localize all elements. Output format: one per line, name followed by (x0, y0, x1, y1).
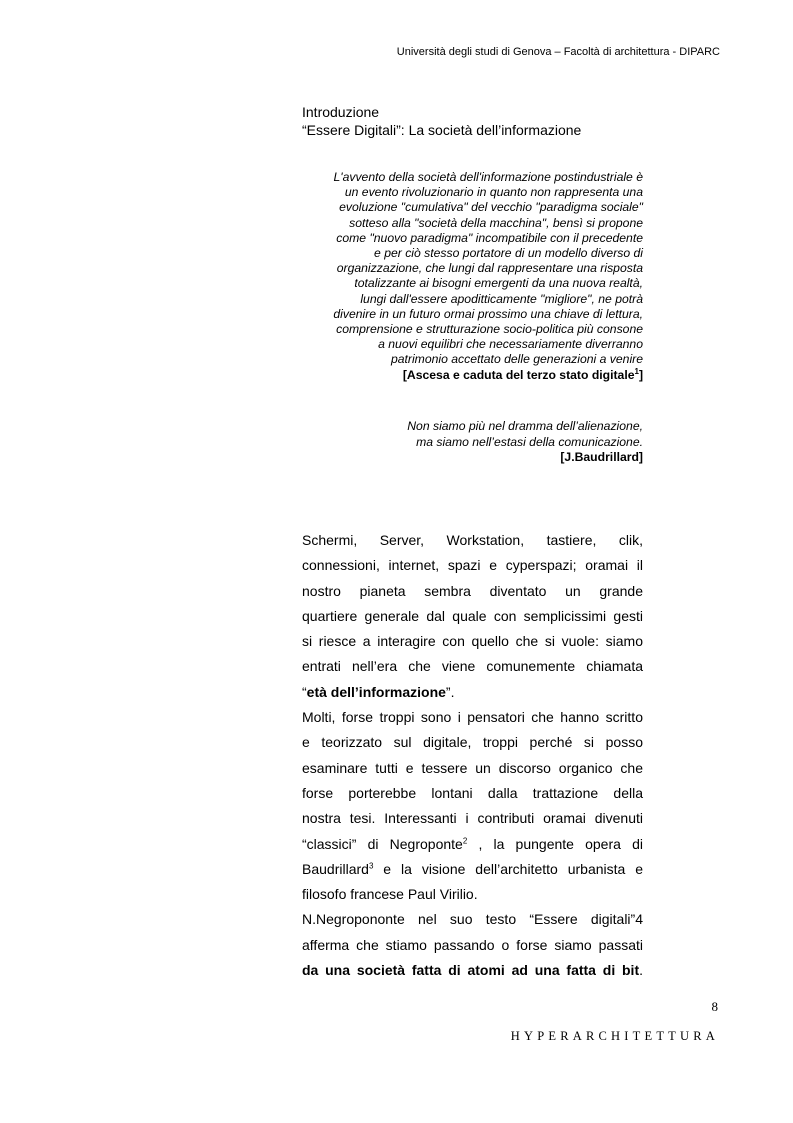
quote-line: L'avvento della società dell'informazione postindustriale è (333, 170, 643, 184)
body-text-segment: , la pungente opera di (467, 835, 643, 852)
emphasis-term: età dell’informazione (306, 683, 446, 700)
body-line: esaminare tutti e tessere un discorso organico che (302, 759, 643, 776)
chapter-title: “Essere Digitali”: La società dell’informazione (302, 122, 582, 138)
running-header: Università degli studi di Genova – Facoltà di architettura - DIPARC (396, 46, 720, 58)
quote-line: un evento rivoluzionario in quanto non rappresenta una (344, 185, 643, 200)
footnote-ref[interactable]: 3 (368, 861, 374, 871)
quote-source (290, 368, 643, 383)
quote-line: totalizzante ai bisogni emergenti da una nuova realtà, (354, 276, 643, 291)
page-number: 8 (711, 999, 718, 1014)
body-line: entrati nell’era che viene comunemente chiamata (302, 658, 643, 675)
body-line: si riesce a interagire con quello che si vuole: siamo (302, 633, 643, 650)
epigraph-quote-1 (290, 170, 643, 383)
body-paragraphs (302, 528, 643, 983)
body-line: Molti, forse troppi sono i pensatori che hanno scritto (302, 709, 643, 726)
chapter-heading (302, 103, 662, 139)
quote-line: Non siamo più nel dramma dell’alienazione, (407, 419, 643, 433)
quote-line: a nuovi equilibri che necessariamente diverranno (378, 337, 643, 352)
body-line: e teorizzato sul digitale, troppi perché si posso (302, 734, 643, 751)
body-line: Schermi, Server, Workstation, tastiere, clik, (302, 532, 643, 548)
body-text-segment: “classici” di Negroponte (302, 835, 463, 852)
quote-close: ”. (445, 683, 455, 700)
quote-open: “ (302, 683, 307, 700)
body-line: N.Negropononte nel suo testo “Essere digitali”4 (302, 911, 643, 928)
quote-line: comprensione e strutturazione socio-politica più consone (336, 322, 643, 337)
quote-line: ma siamo nell’estasi della comunicazione. (416, 434, 643, 449)
quote-source: [J.Baudrillard] (560, 450, 643, 464)
quote-line: organizzazione, che lungi dal rappresentare una risposta (336, 261, 643, 276)
body-line: afferma che stiamo passando o forse siamo passati (302, 936, 643, 953)
epigraph-quote-2 (330, 419, 643, 466)
body-line (302, 857, 643, 882)
footer-brand: HYPERARCHITETTURA (510, 1029, 719, 1043)
body-text-segment: Baudrillard (302, 860, 369, 877)
chapter-label: Introduzione (302, 104, 380, 120)
body-line: quartiere generale dal quale con semplicissimi gesti (302, 607, 643, 624)
body-text-segment: e la visione dell’architetto urbanista e (373, 860, 643, 877)
quote-line: patrimonio accettato delle generazioni a venire (390, 352, 643, 367)
body-line: nostra tesi. Interessanti i contributi oramai divenuti (302, 810, 643, 827)
quote-source-text: [Ascesa e caduta del terzo stato digitale (402, 367, 635, 382)
quote-line: evoluzione "cumulativa" del vecchio "paradigma sociale" (339, 200, 643, 215)
quote-line: lungi dall'essere apoditticamente "migliore", ne potrà (360, 291, 643, 306)
body-line (302, 958, 643, 983)
quote-line: sotteso alla "società della macchina", bensì si propone (349, 215, 643, 230)
body-line (302, 832, 643, 857)
emphasis-term: da una società fatta di atomi ad una fatta di bit (302, 962, 640, 979)
quote-line: divenire in un futuro ormai prossimo una chiave di lettura, (333, 306, 643, 321)
quote-line: e per ciò stesso portatore di un modello diverso di (374, 246, 643, 261)
footnote-ref[interactable]: 1 (634, 366, 639, 376)
quote-line: come "nuovo paradigma" incompatibile con il precedente (336, 230, 643, 245)
body-line: nostro pianeta sembra diventato un grande (302, 582, 643, 599)
quote-source-close: ] (638, 367, 643, 382)
footnote-ref[interactable]: 2 (462, 835, 468, 845)
body-line: filosofo francese Paul Virilio. (302, 886, 478, 903)
body-text-segment: . (639, 962, 643, 979)
body-line (302, 680, 643, 705)
body-line: forse porterebbe lontani dalla trattazione della (302, 784, 643, 801)
body-line: connessioni, internet, spazi e cyperspazi; oramai il (302, 557, 643, 574)
